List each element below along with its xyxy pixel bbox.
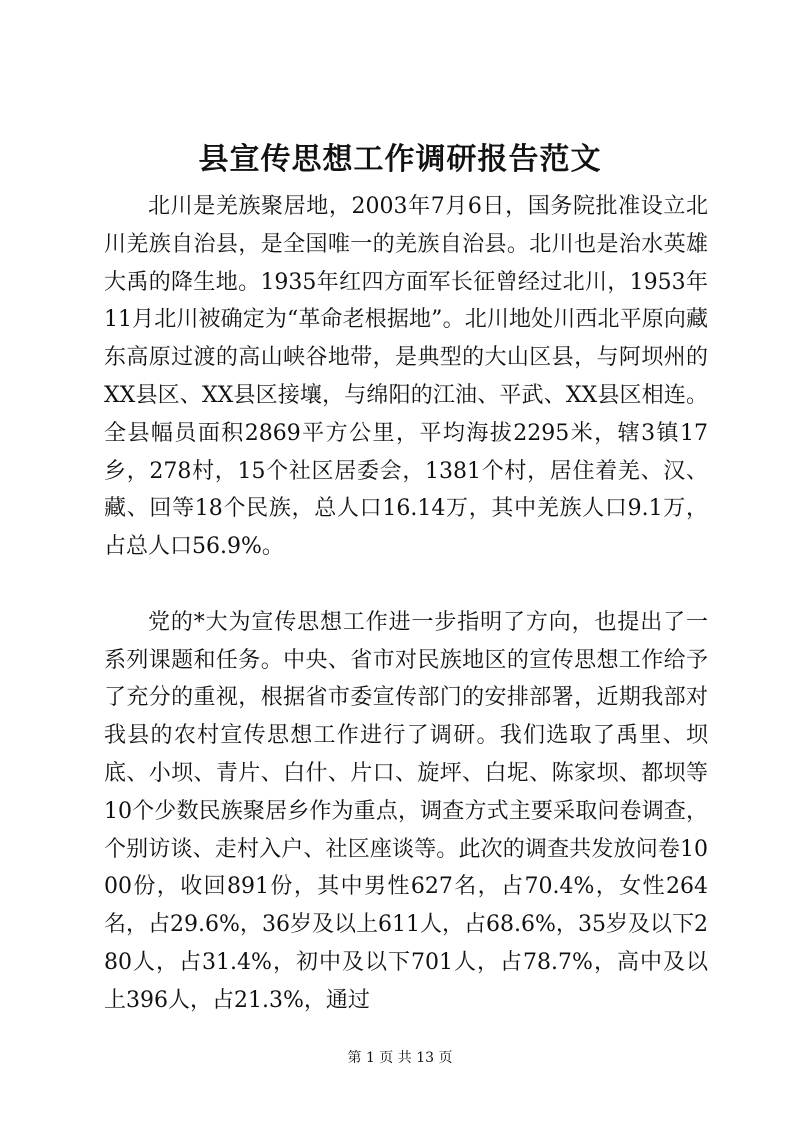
paragraph-2: 党的*大为宣传思想工作进一步指明了方向，也提出了一系列课题和任务。中央、省市对民族地区的宣传思想工作给予了充分的重视，根据省市委宣传部门的安排部署，近期我部对我县的农村宣传思想工作进行了调研。我们选取了禹里、坝底、小坝、青片、白什、片口、旋坪、白坭、陈家坝、都坝等10个少数民族聚居乡作为重点，调查方式主要采取问卷调查，个别访谈、走村入户、社区座谈等。此次的调查共发放问卷1000份，收回891份，其中男性627名，占70.4%，女性264名，占29.6%，36岁及以上611人，占68.6%，35岁及以下280人，占31.4%，初中及以下701人，占78.7%，高中及以上396人，占21.3%，通过 xyxy=(104,609,708,1013)
document-body xyxy=(104,188,708,1020)
document-title: 县宣传思想工作调研报告范文 xyxy=(198,142,602,177)
page-number-footer: 第 1 页 共 13 页 xyxy=(347,1050,453,1066)
paragraph-1: 北川是羌族聚居地，2003年7月6日，国务院批准设立北川羌族自治县，是全国唯一的羌族自治县。北川也是治水英雄大禹的降生地。1935年红四方面军长征曾经过北川，1953年11月北川被确定为“革命老根据地”。北川地处川西北平原向藏东高原过渡的高山峡谷地带，是典型的大山区县，与阿坝州的XX县区、XX县区接壤，与绵阳的江油、平武、XX县区相连。全县幅员面积2869平方公里，平均海拔2295米，辖3镇17乡，278村，15个社区居委会，1381个村，居住着羌、汉、藏、回等18个民族，总人口16.14万，其中羌族人口9.1万，占总人口56.9%。 xyxy=(104,194,708,560)
